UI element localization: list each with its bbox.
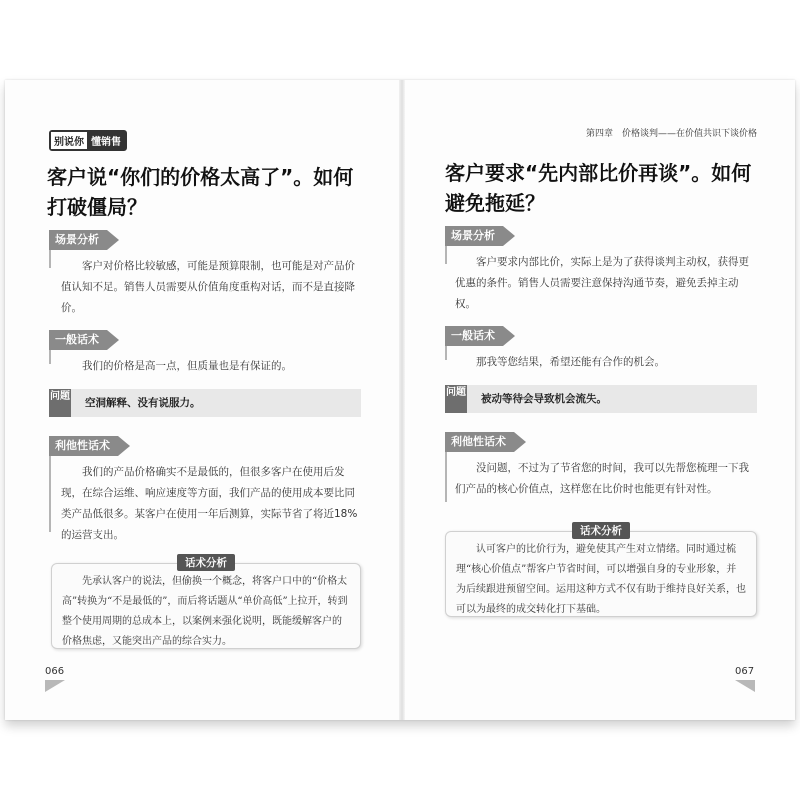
left-page-number: 066 [45, 666, 65, 677]
right-general-text: 那我等您结果，希望还能有合作的机会。 [476, 356, 665, 368]
left-altruistic-line [49, 456, 51, 532]
right-page-number: 067 [735, 666, 755, 677]
right-analysis-box [445, 525, 757, 617]
right-problem-label: 问题 [445, 385, 467, 413]
book-spread [5, 80, 795, 720]
left-altruistic-text: 我们的产品价格确实不是最低的，但很多客户在使用后发现，在综合运维、响应速度等方面，我们产品的使用成本要比同类产品低很多。某客户在使用一年后测算，实际节省了将近18%的运营支出。 [61, 466, 358, 541]
left-page-corner [45, 680, 65, 692]
right-altruistic-text: 没问题，不过为了节省您的时间，我可以先帮您梳理一下我们产品的核心价值点，这样您在比价时也能更有针对性。 [455, 462, 749, 495]
right-altruistic-label: 利他性话术 [445, 432, 514, 452]
running-head: 第四章 价格谈判——在价值共识下谈价格 [585, 129, 757, 139]
right-scene-label: 场景分析 [445, 226, 503, 246]
right-altruistic-line [445, 452, 447, 502]
right-problem-box [445, 385, 757, 413]
right-page-title: 客户要求“先内部比价再谈”。如何避免拖延？ [445, 161, 752, 215]
left-scene-line [49, 250, 51, 268]
logo-part1: 别说你 [51, 132, 87, 149]
logo-part2: 懂销售 [87, 132, 125, 149]
right-general-line [445, 346, 447, 360]
right-analysis-text: 认可客户的比价行为，避免使其产生对立情绪。同时通过梳理“核心价值点”帮客户节省时间，可以增强自身的专业形象，并为后续跟进预留空间。运用这种方式不仅有助于维持良好关系，也可以为最终的成交转化打下基础。 [456, 544, 746, 615]
left-general-label: 一般话术 [49, 330, 107, 350]
left-scene-text: 客户对价格比较敏感，可能是预算限制，也可能是对产品价值认知不足。销售人员需要从价值角度重构对话，而不是直接降价。 [61, 260, 355, 314]
right-analysis-label: 话术分析 [572, 522, 630, 539]
right-scene-line [445, 246, 447, 264]
right-general-label: 一般话术 [445, 326, 503, 346]
left-general-line [49, 350, 51, 364]
right-scene-text: 客户要求内部比价，实际上是为了获得谈判主动权，获得更优惠的条件。销售人员需要注意保持沟通节奏，避免丢掉主动权。 [455, 256, 749, 310]
left-general-text: 我们的价格是高一点，但质量也是有保证的。 [82, 360, 292, 372]
left-analysis-box [51, 557, 361, 649]
left-problem-text: 空洞解释、没有说服力。 [85, 397, 201, 409]
left-problem-label: 问题 [49, 389, 71, 417]
left-page [5, 80, 399, 720]
right-problem-text: 被动等待会导致机会流失。 [481, 393, 607, 405]
right-page [405, 80, 795, 720]
left-page-title: 客户说“你们的价格太高了”。如何打破僵局？ [47, 165, 354, 219]
left-analysis-label: 话术分析 [177, 554, 235, 571]
right-page-corner [735, 680, 755, 692]
left-altruistic-label: 利他性话术 [49, 436, 118, 456]
book-logo [49, 130, 127, 151]
left-problem-box [49, 389, 361, 417]
left-analysis-text: 先承认客户的说法，但偷换一个概念，将客户口中的“价格太高”转换为“不是最低的”，而后将话题从“单价高低”上拉开，转到整个使用周期的总成本上，以案例来强化说明，既能缓解客户的价格焦虑，又能突出产品的综合实力。 [62, 576, 348, 647]
left-scene-label: 场景分析 [49, 230, 107, 250]
